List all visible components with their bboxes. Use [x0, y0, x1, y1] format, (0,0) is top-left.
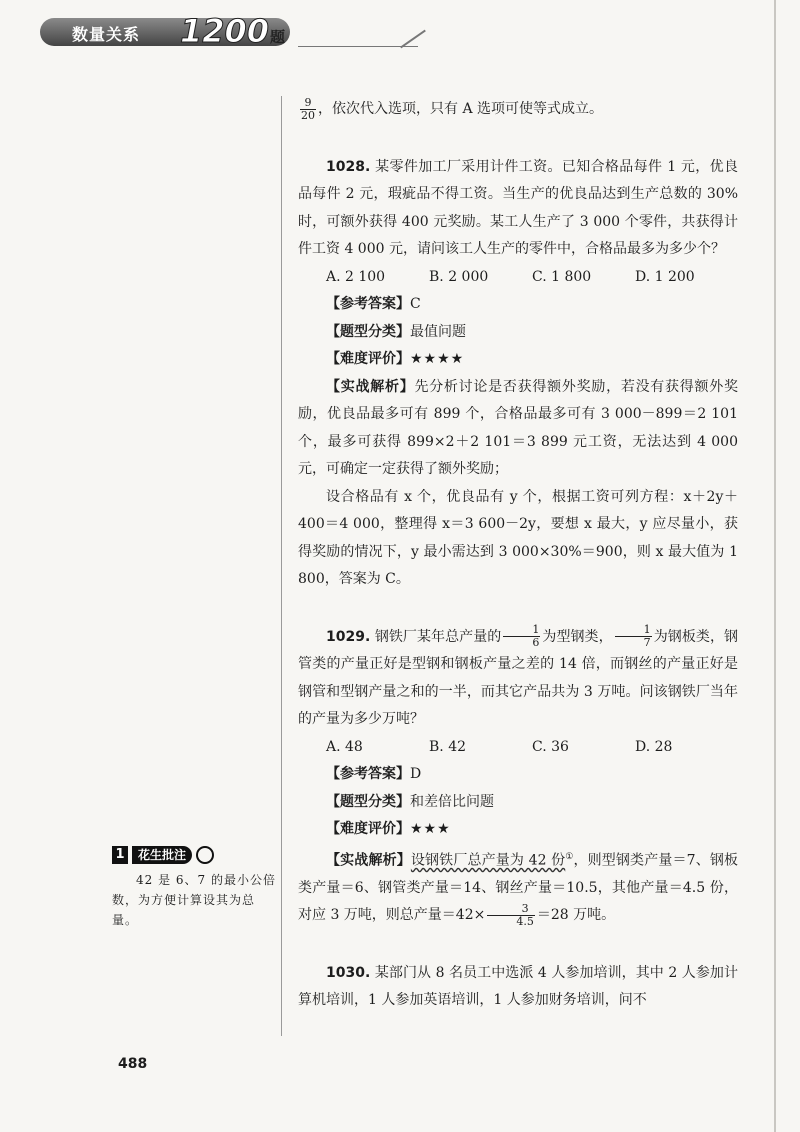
analysis-paragraph-2: 设合格品有 x 个，优良品有 y 个，根据工资可列方程：x＋2y＋400＝4 000，整理得 x＝3 600－2y，要想 x 最大，y 应尽量小，获得奖励的情况下，y 最小需达到 3 000×30%＝900，则 x 最大值为 1 800，答案为 C。 — [298, 488, 738, 587]
option-a: A. 2 100 — [326, 268, 386, 285]
analysis-paragraph: 【实战解析】设钢铁厂总产量为 42 份①，则型钢类产量＝7、钢板类产量＝6、钢管类产量＝14、钢丝产量＝10.5，其他产量＝4.5 份，对应 3 万吨，则总产量＝42× $\frac{3}{4.5}$ ＝28 万吨。 — [298, 851, 738, 928]
page-header — [20, 12, 440, 50]
page-edge — [774, 0, 776, 1132]
main-content — [298, 96, 738, 1015]
difficulty-rating: 【难度评价】★★★★ — [326, 351, 465, 367]
question-type: 【题型分类】最值问题 — [326, 323, 466, 340]
question-1030 — [298, 960, 738, 1015]
side-note-text: 42 是 6、7 的最小公倍数，为方便计算设其为总量。 — [112, 873, 276, 927]
magnifier-icon — [196, 846, 214, 864]
margin-divider — [281, 96, 282, 1036]
intro-line: $\frac{9}{20}$ ，依次代入选项，只有 A 选项可使等式成立。 — [301, 95, 604, 122]
option-a: A. 48 — [326, 738, 363, 755]
reference-answer: 【参考答案】D — [326, 766, 422, 782]
side-note-number: 1 — [112, 846, 128, 864]
answer-options — [298, 734, 738, 762]
option-d: D. 28 — [635, 738, 673, 755]
question-stem: 1030. 某部门从 8 名员工中选派 4 人参加培训，其中 2 人参加计算机培训，1 人参加英语培训，1 人参加财务培训，问不 — [298, 964, 738, 1009]
intro-fraction: $\frac{9}{20}$ — [301, 95, 315, 122]
book-title-prefix: 数量关系 — [72, 25, 141, 44]
option-c: C. 1 800 — [532, 268, 592, 285]
question-stem: 1028. 某零件加工厂采用计件工资。已知合格品每件 1 元，优良品每件 2 元，瑕疵品不得工资。当生产的优良品达到生产总数的 30% 时，可额外获得 400 元奖励。某工人生产了 3 000 个零件，共获得计件工资 4 000 元，请问该工人生产的零件中，合格品最多为多少个？ — [298, 158, 739, 257]
book-title-number: 1200 — [180, 12, 270, 50]
reference-answer: 【参考答案】C — [326, 296, 421, 312]
question-1028 — [298, 154, 738, 594]
option-d: D. 1 200 — [635, 268, 695, 285]
side-note — [112, 846, 280, 930]
fraction-three-over-four-point-five: $\frac{3}{4.5}$ — [487, 903, 535, 928]
option-c: C. 36 — [532, 738, 569, 755]
difficulty-rating: 【难度评价】★★★ — [326, 821, 451, 837]
star-icons: ★★★★ — [410, 351, 465, 367]
side-note-title: 花生批注 — [132, 846, 192, 864]
option-b: B. 2 000 — [429, 268, 489, 285]
wavy-underlined-text: 设钢铁厂总产量为 42 份 — [410, 852, 566, 869]
page-number: 488 — [118, 1056, 148, 1072]
option-b: B. 42 — [429, 738, 467, 755]
side-note-header — [112, 846, 280, 864]
star-icons: ★★★ — [410, 821, 451, 837]
fraction-one-seventh: $\frac{1}{7}$ — [615, 624, 652, 649]
footnote-marker: ① — [565, 851, 574, 862]
analysis-paragraph-1: 【实战解析】先分析讨论是否获得额外奖励，若没有获得额外奖励，优良品最多可有 899 个，合格品最多可有 3 000－899＝2 101 个，最多可获得 899×2＋2 101＝3 899 元工资，无法达到 4 000 元，可确定一定获得了额外奖励； — [298, 378, 739, 477]
answer-options — [298, 264, 738, 292]
fraction-one-sixth: $\frac{1}{6}$ — [503, 624, 540, 649]
question-1029 — [298, 624, 738, 930]
question-stem: 1029. 钢铁厂某年总产量的 $\frac{1}{6}$ 为型钢类， $\frac{1}{7}$ 为钢板类，钢管类的产量正好是型钢和钢板产量之差的 14 倍，而钢丝的产量正好是钢管和型钢产量之和的一半，而其它产品共为 3 万吨。问该钢铁厂当年的产量为多少万吨？ — [298, 623, 739, 727]
book-title-suffix: 题 — [270, 28, 286, 46]
question-type: 【题型分类】和差倍比问题 — [326, 793, 494, 810]
